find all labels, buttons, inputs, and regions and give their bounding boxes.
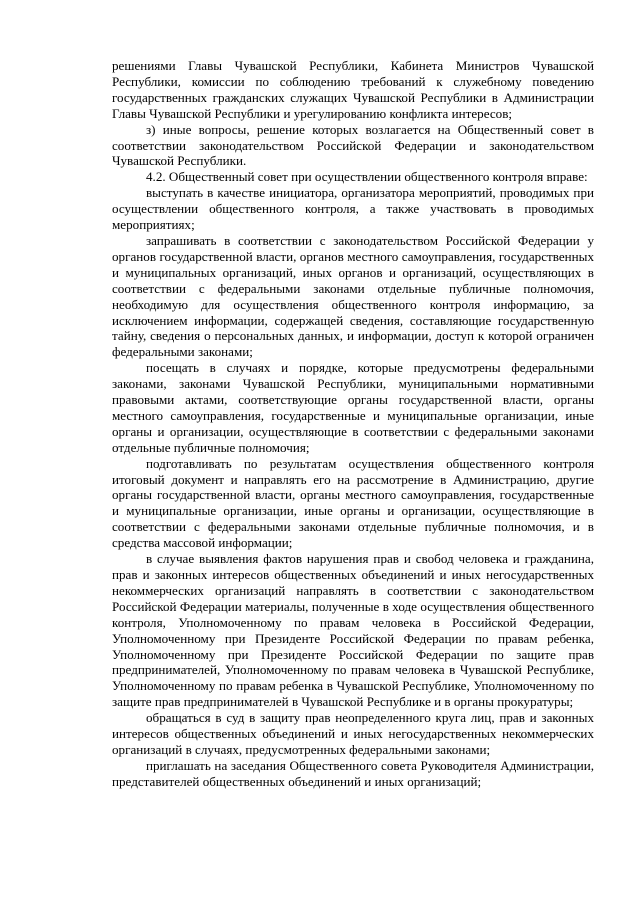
paragraph-9: обращаться в суд в защиту прав неопределенного круга лиц, прав и законных интересов общественных объединений и иных негосударственных некоммерческих организаций в случаях, предусмотренных федеральными законами; bbox=[112, 710, 594, 757]
paragraph-5: запрашивать в соответствии с законодательством Российской Федерации у органов государственной власти, органов местного самоуправления, государственных и муниципальных организаций, иных органов и организаций, осуществляющих в соответствии с федеральными законами отдельные публичные полномочия, необходимую для осуществления общественного контроля информацию, за исключением информации, содержащей сведения, составляющие государственную тайну, сведения о персональных данных, и информации, доступ к которой ограничен федеральными законами; bbox=[112, 232, 594, 360]
paragraph-8: в случае выявления фактов нарушения прав и свобод человека и гражданина, прав и законных интересов общественных объединений и иных негосударственных некоммерческих организаций направлять в соответствии с законодательством Российской Федерации материалы, полученные в ходе осуществления общественного контроля, Уполномоченному по правам человека в Российской Федерации, Уполномоченному при Президенте Российской Федерации по правам ребенка, Уполномоченному при Президенте Российской Федерации по защите прав предпринимателей, Уполномоченному по правам человека в Чувашской Республике, Уполномоченному по правам ребенка в Чувашской Республике, Уполномоченному по защите прав предпринимателей в Чувашской Республике и в органы прокуратуры; bbox=[112, 551, 594, 710]
paragraph-2: з) иные вопросы, решение которых возлагается на Общественный совет в соответствии законодательством Российской Федерации и законодательством Чувашской Республики. bbox=[112, 121, 594, 169]
paragraph-1: решениями Главы Чувашской Республики, Кабинета Министров Чувашской Республики, комиссии по соблюдению требований к служебному поведению государственных гражданских служащих Чувашской Республики в Администрации Главы Чувашской Республики и урегулированию конфликта интересов; bbox=[112, 58, 594, 121]
paragraph-7: подготавливать по результатам осуществления общественного контроля итоговый документ и направлять его на рассмотрение в Администрацию, другие органы государственной власти, органы местного самоуправления, государственные и муниципальные организации, иные органы и организации, осуществляющие в соответствии с федеральными законами отдельные публичные полномочия, и в средства массовой информации; bbox=[112, 455, 594, 551]
document-page bbox=[112, 58, 594, 790]
paragraph-6: посещать в случаях и порядке, которые предусмотрены федеральными законами, законами Чувашской Республики, муниципальными нормативными правовыми актами, соответствующие органы государственной власти, органы местного самоуправления, государственные и муниципальные организации, иные органы и организации, осуществляющие в соответствии с федеральными законами отдельные публичные полномочия; bbox=[112, 360, 594, 455]
paragraph-4: выступать в качестве инициатора, организатора мероприятий, проводимых при осуществлении общественного контроля, а также участвовать в проводимых мероприятиях; bbox=[112, 185, 594, 233]
paragraph-10: приглашать на заседания Общественного совета Руководителя Администрации, представителей общественных объединений и иных организаций; bbox=[112, 757, 594, 789]
paragraph-3: 4.2. Общественный совет при осуществлении общественного контроля вправе: bbox=[146, 169, 588, 185]
